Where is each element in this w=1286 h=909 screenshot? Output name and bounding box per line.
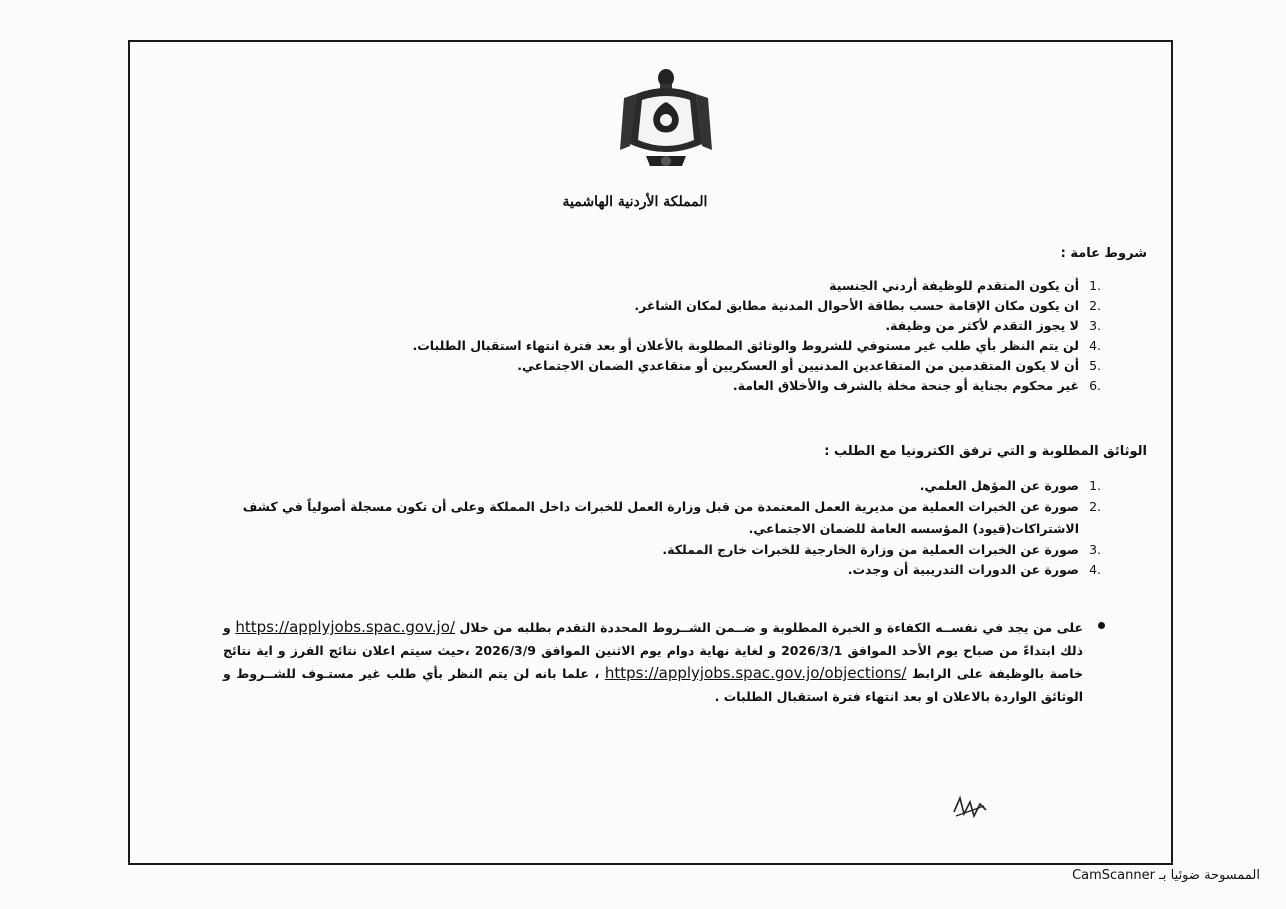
required-documents-list <box>147 476 1107 580</box>
apply-link[interactable]: https://applyjobs.spac.gov.jo/ <box>235 618 455 636</box>
scanner-footer <box>1072 868 1260 883</box>
general-conditions-list <box>107 276 1107 396</box>
scanner-app-name: CamScanner <box>1072 868 1155 883</box>
list-item: 6. غير محكوم بجناية أو جنحة مخلة بالشرف والأخلاق العامة. <box>732 378 1101 393</box>
list-item: 1. أن يكون المتقدم للوظيفة أردني الجنسية <box>829 278 1101 293</box>
list-item: 1. صورة عن المؤهل العلمي. <box>919 478 1101 493</box>
objections-link[interactable]: https://applyjobs.spac.gov.jo/objections/ <box>604 664 907 682</box>
required-documents-heading: الوثائق المطلوبة و التي ترفق الكترونيا مع الطلب : <box>824 444 1147 459</box>
list-item: 2. ان يكون مكان الإقامة حسب بطاقة الأحوال المدنية مطابق لمكان الشاغر. <box>634 298 1101 313</box>
list-item: 3. صورة عن الخبرات العملية من وزارة الخارجية للخبرات خارج المملكة. <box>662 542 1101 557</box>
list-item: 4. صورة عن الدورات التدريبية أن وجدت. <box>847 562 1101 577</box>
application-note: على من يجد في نفســه الكفاءة و الخبرة المطلوبة و ضــمن الشــروط المحددة التقدم بطلبه من خلال https://applyjobs.spac.gov.jo/ و ذلك ابتداءً من صباح يوم الأحد الموافق 2026/3/1 و لغاية نهاية دوام يوم الاثنين الموافق 2026/3/9 ،حيث سيتم اعلان نتائج الفرز و اية نتائج خاصة بالوظيفة على الرابط https://applyjobs.spac.gov.jo/objections/ ، علما بانه لن يتم النظر بأي طلب غير مستـوف للشــروط و الوثائق الواردة بالاعلان او بعد انتهاء فترة استقبال الطلبات . <box>223 616 1083 708</box>
kingdom-name: المملكة الأردنية الهاشمية <box>562 194 708 210</box>
list-item: 3. لا يجوز التقدم لأكثر من وظيفة. <box>885 318 1101 333</box>
scan-label: الممسوحة ضوئيا بـ <box>1159 868 1260 883</box>
jordan-coat-of-arms-icon <box>616 64 716 174</box>
general-conditions-heading: شروط عامة : <box>1060 246 1147 261</box>
handwritten-signature-icon <box>950 792 990 822</box>
list-item: 5. أن لا يكون المتقدمين من المتقاعدين المدنيين أو العسكريين أو متقاعدي الضمان الاجتماعي. <box>517 358 1101 373</box>
list-item: 2. صورة عن الخبرات العملية من مديرية العمل المعتمدة من قبل وزارة العمل للخبرات داخل المملكة وعلى أن تكون مسجلة أصولياً في كشف الاشتراكات(قيود) المؤسسه العامة للضمان الاجتماعي. <box>242 499 1101 536</box>
list-item: 4. لن يتم النظر بأي طلب غير مستوفي للشروط والوثائق المطلوبة بالأعلان أو بعد فترة انتهاء استقبال الطلبات. <box>412 338 1101 353</box>
document-page <box>128 40 1173 865</box>
bullet-icon <box>1098 622 1105 629</box>
